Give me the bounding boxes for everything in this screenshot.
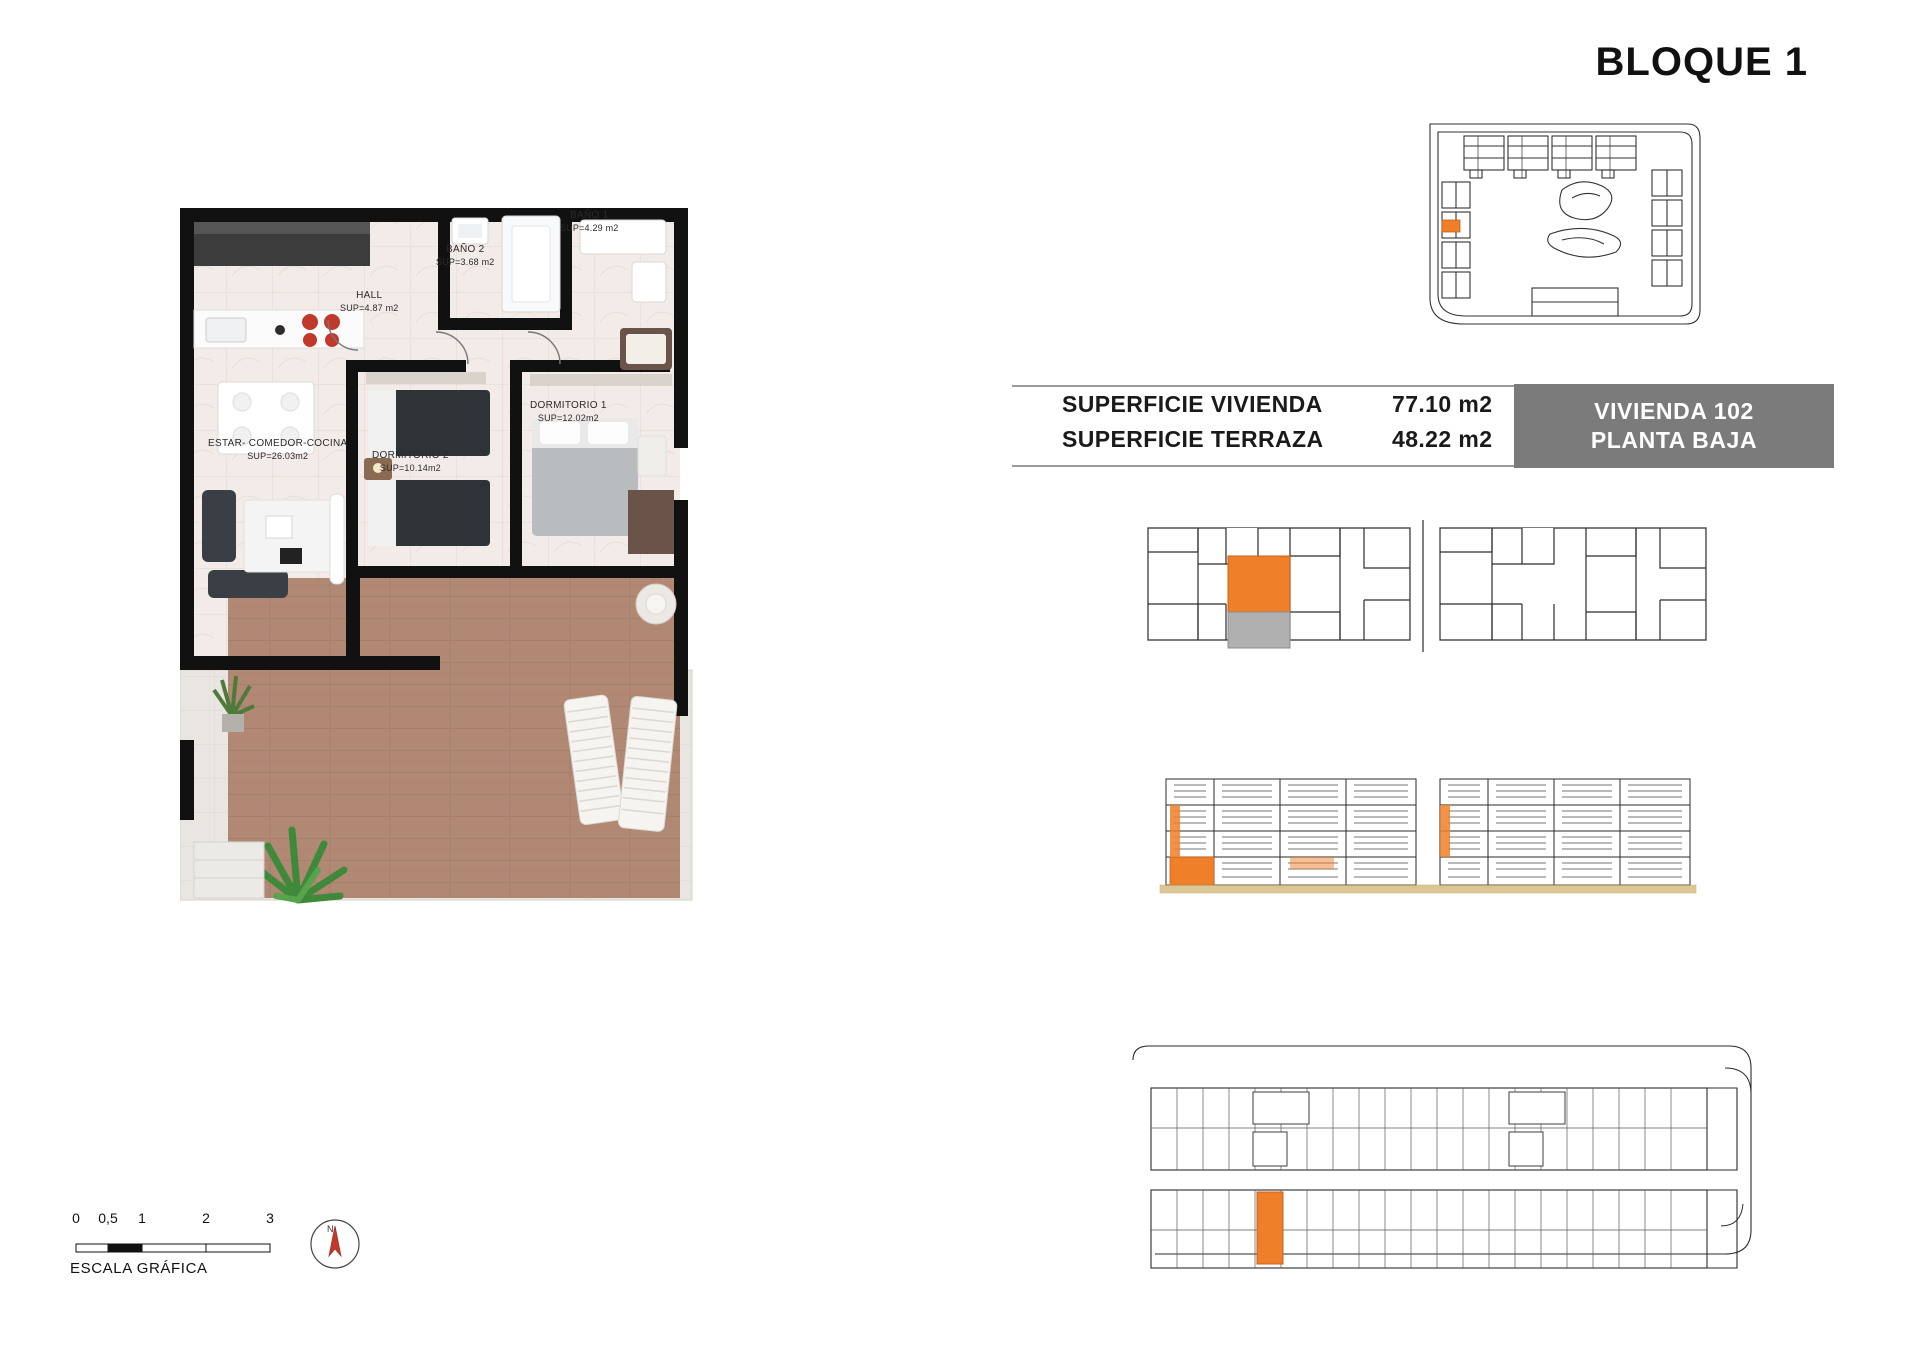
dining-set [218,382,314,454]
scale-tick-0: 0 [72,1210,80,1226]
elevation-key-stripe-right [1440,805,1450,857]
page-title: BLOQUE 1 [1595,40,1808,84]
site-key-highlight [1442,220,1460,232]
apartment-floorplan [180,200,820,1060]
floor-key-unit-highlight [1228,556,1290,612]
elevation-key-diagram [1140,765,1715,915]
room-label-estar-comedor-cocina: ESTAR- COMEDOR-COCINA SUP=26.03m2 [208,438,348,461]
unit-badge-number: VIVIENDA 102 [1594,398,1754,424]
site-key-svg [1412,112,1712,342]
area-value-terraza: 48.22 m2 [1392,426,1493,452]
parking-key-highlight [1257,1192,1283,1264]
unit-badge-floor: PLANTA BAJA [1590,427,1758,453]
elevation-key-highlight [1170,857,1214,885]
scale-tick-labels [70,1210,300,1240]
terrace-steps [194,842,264,898]
elevation-key-svg [1140,765,1715,915]
scale-tick-1: 0,5 [98,1210,118,1226]
elevation-ground-line [1160,885,1696,893]
terrace-side-table [636,584,676,624]
floor-key-svg [1140,512,1715,672]
parking-key-diagram [1125,1040,1775,1300]
room-label-bano-2: BAÑO 2 SUP=3.68 m2 [436,244,495,267]
floor-key-terrace-highlight [1228,612,1290,648]
area-label-vivienda: SUPERFICIE VIVIENDA [1062,391,1323,417]
area-row-terraza [1062,426,1572,461]
compass-icon [307,1216,363,1272]
site-key-plan [1412,112,1712,342]
room-label-bano-1: BAÑO 1 SUP=4.29 m2 [560,210,619,233]
room-label-dormitorio-2: DORMITORIO 2 SUP=10.14m2 [372,450,449,473]
svg-text:N: N [327,1224,334,1234]
scale-tick-2: 1 [138,1210,146,1226]
scale-caption: ESCALA GRÁFICA [70,1260,208,1277]
elevation-key-stripe-left [1170,805,1180,857]
room-label-dormitorio-1: DORMITORIO 1 SUP=12.02m2 [530,400,607,423]
scale-bar-svg [70,1242,280,1258]
scale-tick-3: 2 [202,1210,210,1226]
area-label-terraza: SUPERFICIE TERRAZA [1062,426,1324,452]
north-compass [307,1216,363,1272]
area-row-vivienda [1062,391,1572,426]
floorplan-svg [180,200,820,1060]
unit-badge [1514,384,1834,468]
info-band [1012,385,1834,467]
scale-bar [70,1242,270,1252]
elevation-key-stripe-mid [1290,857,1334,869]
room-label-hall: HALL SUP=4.87 m2 [340,290,399,313]
parking-key-svg [1125,1040,1775,1300]
area-summary [1062,391,1572,461]
graphic-scale [70,1210,300,1277]
floor-key-diagram [1140,512,1715,672]
area-value-vivienda: 77.10 m2 [1392,391,1493,417]
scale-tick-4: 3 [266,1210,274,1226]
